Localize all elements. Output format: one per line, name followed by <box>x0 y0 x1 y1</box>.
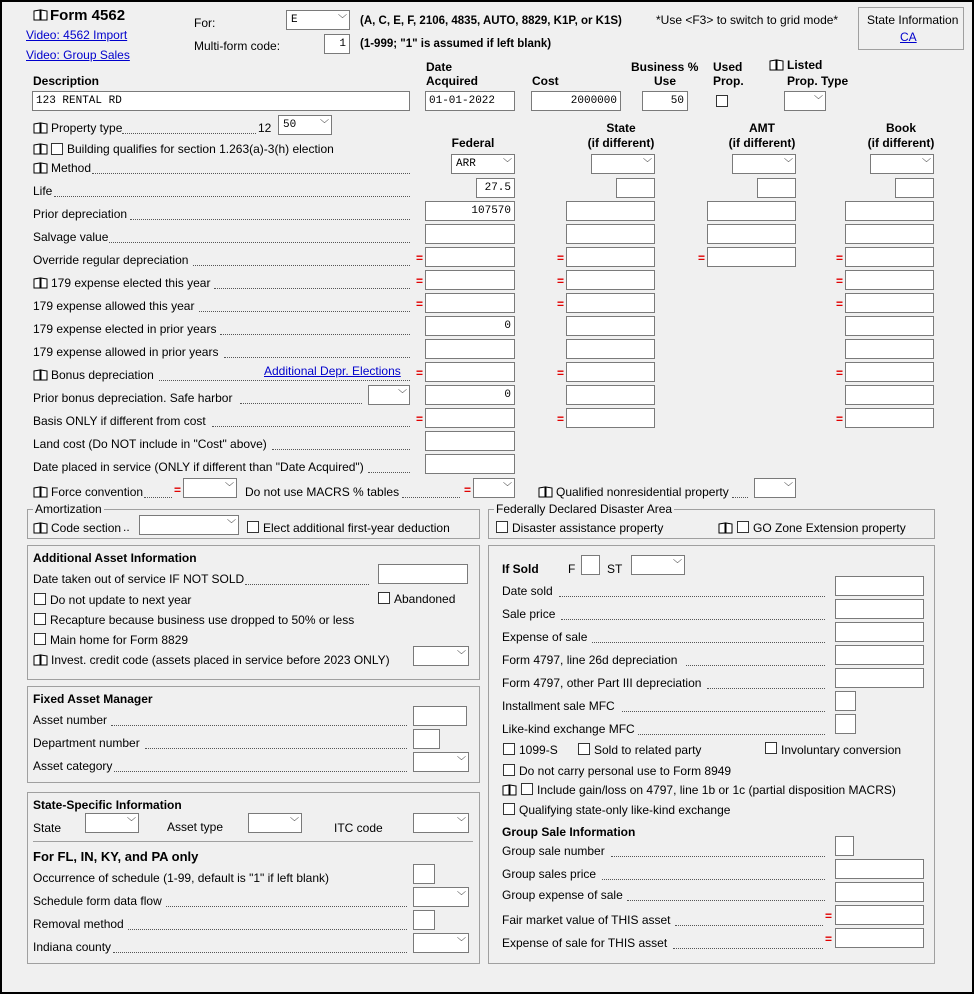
exp179-prior-allowed-label: 179 expense allowed in prior years <box>33 345 219 359</box>
chevron-down-icon: ﹀ <box>502 483 512 493</box>
grid-mode-hint: *Use <F3> to switch to grid mode* <box>656 13 839 27</box>
if-sold-group <box>488 545 935 964</box>
override-amt-input[interactable] <box>707 247 796 267</box>
federal-column-header: Federal <box>451 136 495 150</box>
prior-bonus-label: Prior bonus depreciation. Safe harbor <box>33 391 233 405</box>
state-dropdown[interactable] <box>85 813 139 833</box>
salvage-state-input[interactable] <box>566 224 655 244</box>
elect-additional-checkbox[interactable] <box>247 521 259 533</box>
leader-dots <box>193 265 410 266</box>
removal-method-label: Removal method <box>33 917 124 931</box>
chevron-down-icon: ﹀ <box>921 159 931 169</box>
leader-dots <box>673 948 823 949</box>
state-info-label: State Information <box>867 13 959 27</box>
elect-additional-label: Elect additional first-year deduction <box>263 521 450 535</box>
equals-marker: = <box>416 366 424 380</box>
business-pct-label-1: Business % <box>631 60 699 74</box>
equals-marker: = <box>557 366 565 380</box>
invest-credit-dropdown[interactable] <box>413 646 469 666</box>
override-state-input[interactable] <box>566 247 655 267</box>
asset-category-dropdown[interactable] <box>413 752 469 772</box>
chevron-down-icon: ﹀ <box>502 159 512 169</box>
chevron-down-icon: ﹀ <box>397 390 407 400</box>
method-value: ARR <box>456 158 476 170</box>
schedule-flow-label: Schedule form data flow <box>33 894 162 908</box>
date-acquired-input[interactable]: 01-01-2022 <box>425 91 515 111</box>
leader-dots <box>220 334 410 335</box>
department-number-label: Department number <box>33 736 140 750</box>
disaster-assistance-checkbox[interactable] <box>496 521 508 533</box>
description-label: Description <box>33 74 100 88</box>
equals-marker: = <box>416 274 424 288</box>
basis-only-label: Basis ONLY if different from cost <box>33 414 206 428</box>
involuntary-label: Involuntary conversion <box>781 743 902 757</box>
f-label: F <box>568 562 576 576</box>
book-icon[interactable] <box>33 486 48 498</box>
leader-dots <box>199 311 410 312</box>
for-label: For: <box>194 16 216 30</box>
exp179-allowed-state-input[interactable] <box>566 293 655 313</box>
expense-of-sale-input[interactable] <box>835 622 924 642</box>
listed-prop-label-1: Listed <box>787 58 823 72</box>
equals-marker: = <box>825 932 833 946</box>
do-not-update-label: Do not update to next year <box>50 593 192 607</box>
chevron-down-icon: ﹀ <box>456 892 466 902</box>
asset-number-label: Asset number <box>33 713 108 727</box>
c1099s-label: 1099-S <box>519 743 558 757</box>
method-label: Method <box>51 161 92 175</box>
main-home-label: Main home for Form 8829 <box>50 633 189 647</box>
leader-dots <box>144 497 172 498</box>
cost-input[interactable]: 2000000 <box>531 91 621 111</box>
chevron-down-icon: ﹀ <box>289 818 299 828</box>
state-specific-group <box>27 792 480 964</box>
form4797-26d-input[interactable] <box>835 645 924 665</box>
equals-marker: = <box>464 483 472 497</box>
method-federal-dropdown[interactable] <box>451 154 515 174</box>
group-price-label: Group sales price <box>502 867 597 881</box>
life-book-input[interactable] <box>895 178 934 198</box>
equals-marker: = <box>416 412 424 426</box>
building-election-label: Building qualifies for section 1.263(a)-3(h) election <box>67 142 334 156</box>
property-type-number: 12 <box>258 121 272 135</box>
leader-dots <box>166 906 407 907</box>
indiana-county-label: Indiana county <box>33 940 112 954</box>
code-section-label: Code section <box>51 521 122 535</box>
form4797-other-input[interactable] <box>835 668 924 688</box>
abandoned-checkbox[interactable] <box>378 592 390 604</box>
fmv-asset-label: Fair market value of THIS asset <box>502 913 671 927</box>
leader-dots <box>622 711 825 712</box>
occurrence-label: Occurrence of schedule (1-99, default is "1" if left blank) <box>33 871 329 885</box>
state-info-link[interactable]: CA <box>900 30 917 44</box>
exp179-elected-state-input[interactable] <box>566 270 655 290</box>
qualifying-state-checkbox[interactable] <box>503 803 515 815</box>
leader-dots <box>602 879 825 880</box>
indiana-county-dropdown[interactable] <box>413 933 469 953</box>
do-not-update-checkbox[interactable] <box>34 593 46 605</box>
additional-depr-elections-link[interactable]: Additional Depr. Elections <box>264 364 401 378</box>
expense-asset-label: Expense of sale for THIS asset <box>502 936 668 950</box>
installment-mfc-label: Installment sale MFC <box>502 699 615 713</box>
book-icon[interactable] <box>33 162 48 174</box>
date-placed-label: Date placed in service (ONLY if different than "Date Acquired") <box>33 460 364 474</box>
business-pct-label-2: Use <box>654 74 677 88</box>
basis-state-input[interactable] <box>566 408 655 428</box>
schedule-flow-dropdown[interactable] <box>413 887 469 907</box>
chevron-down-icon: ﹀ <box>813 96 823 106</box>
prior-depreciation-label: Prior depreciation <box>33 207 128 221</box>
life-label: Life <box>33 184 53 198</box>
state-label: State <box>33 821 62 835</box>
chevron-down-icon: ﹀ <box>126 818 136 828</box>
disaster-assistance-label: Disaster assistance property <box>512 521 664 535</box>
recapture-checkbox[interactable] <box>34 613 46 625</box>
amt-column-subheader: (if different) <box>728 136 796 150</box>
for-dropdown[interactable] <box>286 10 350 30</box>
expense-asset-input[interactable] <box>835 928 924 948</box>
bonus-federal-input[interactable] <box>425 362 515 382</box>
code-section-dropdown[interactable] <box>139 515 239 535</box>
book-column-subheader: (if different) <box>867 136 935 150</box>
prior-bonus-state-input[interactable] <box>566 385 655 405</box>
sale-price-input[interactable] <box>835 599 924 619</box>
disaster-legend: Federally Declared Disaster Area <box>496 502 673 516</box>
recapture-label: Recapture because business use dropped to 50% or less <box>50 613 355 627</box>
no-macrs-label: Do not use MACRS % tables <box>245 485 400 499</box>
for-value: E <box>291 14 298 26</box>
asset-type-dropdown[interactable] <box>248 813 302 833</box>
book-icon[interactable] <box>33 277 48 289</box>
sale-price-label: Sale price <box>502 607 556 621</box>
state-column-header: State <box>606 121 636 135</box>
include-gain-checkbox[interactable] <box>521 783 533 795</box>
exp179-allowed-federal-input[interactable] <box>425 293 515 313</box>
exp179-prior-allowed-state-input[interactable] <box>566 339 655 359</box>
leader-dots-text: .. <box>123 520 130 534</box>
qualified-nonres-label: Qualified nonresidential property <box>556 485 729 499</box>
leader-dots <box>145 748 407 749</box>
no-macrs-dropdown[interactable] <box>473 478 515 498</box>
chevron-down-icon: ﹀ <box>226 520 236 530</box>
c1099s-checkbox[interactable] <box>503 743 515 755</box>
leader-dots <box>272 449 410 450</box>
leader-dots <box>638 734 825 735</box>
leader-dots <box>109 242 410 243</box>
removal-method-input[interactable] <box>413 910 435 930</box>
used-prop-label-1: Used <box>713 60 743 74</box>
equals-marker: = <box>557 251 565 265</box>
state-specific-title: State-Specific Information <box>33 798 182 812</box>
exp179-prior-elected-label: 179 expense elected in prior years <box>33 322 217 336</box>
equals-marker: = <box>836 412 844 426</box>
force-convention-dropdown[interactable] <box>183 478 237 498</box>
override-book-input[interactable] <box>845 247 934 267</box>
leader-dots <box>561 619 825 620</box>
chevron-down-icon: ﹀ <box>783 483 793 493</box>
exp179-elected-book-input[interactable] <box>845 270 934 290</box>
salvage-book-input[interactable] <box>845 224 934 244</box>
qualifying-state-label: Qualifying state-only like-kind exchange <box>519 803 731 817</box>
if-sold-title: If Sold <box>502 562 539 576</box>
st-label: ST <box>607 562 623 576</box>
exp179-allowed-label: 179 expense allowed this year <box>33 299 195 313</box>
no-personal-use-checkbox[interactable] <box>503 764 515 776</box>
group-price-input[interactable] <box>835 859 924 879</box>
basis-book-input[interactable] <box>845 408 934 428</box>
life-amt-input[interactable] <box>757 178 796 198</box>
sold-related-label: Sold to related party <box>594 743 702 757</box>
book-column-header: Book <box>886 121 916 135</box>
property-type-value: 50 <box>283 119 297 131</box>
for-options-hint: (A, C, E, F, 2106, 4835, AUTO, 8829, K1P, or K1S) <box>360 15 622 27</box>
f-input[interactable] <box>581 555 600 575</box>
go-zone-checkbox[interactable] <box>737 521 749 533</box>
land-cost-input[interactable] <box>425 431 515 451</box>
video-import-link[interactable]: Video: 4562 Import <box>26 28 128 42</box>
cost-label: Cost <box>532 74 559 88</box>
involuntary-checkbox[interactable] <box>765 742 777 754</box>
abandoned-label: Abandoned <box>394 592 456 606</box>
life-state-input[interactable] <box>616 178 655 198</box>
leader-dots <box>130 219 410 220</box>
used-prop-checkbox[interactable] <box>716 95 728 107</box>
leader-dots <box>128 929 407 930</box>
group-sale-title: Group Sale Information <box>502 825 636 839</box>
disaster-area-group <box>488 502 935 539</box>
prior-depreciation-book-input[interactable] <box>845 201 934 221</box>
invest-credit-label: Invest. credit code (assets placed in service before 2023 ONLY) <box>51 653 390 667</box>
no-personal-use-label: Do not carry personal use to Form 8949 <box>519 764 732 778</box>
chevron-down-icon: ﹀ <box>456 818 466 828</box>
force-convention-label: Force convention <box>51 485 144 499</box>
fixed-asset-manager-group <box>27 686 480 783</box>
override-regular-label: Override regular depreciation <box>33 253 189 267</box>
exp179-prior-elected-state-input[interactable] <box>566 316 655 336</box>
exp179-elected-label: 179 expense elected this year <box>51 276 211 290</box>
prior-depreciation-amt-input[interactable] <box>707 201 796 221</box>
leader-dots <box>212 426 410 427</box>
like-kind-mfc-label: Like-kind exchange MFC <box>502 722 635 736</box>
qualified-nonres-dropdown[interactable] <box>754 478 796 498</box>
bonus-state-input[interactable] <box>566 362 655 382</box>
installment-mfc-input[interactable] <box>835 691 856 711</box>
business-pct-input[interactable]: 50 <box>642 91 688 111</box>
leader-dots <box>159 380 410 381</box>
date-sold-input[interactable] <box>835 576 924 596</box>
leader-dots <box>240 403 362 404</box>
date-acquired-label-2: Acquired <box>426 74 479 88</box>
book-icon[interactable] <box>33 122 48 134</box>
expense-of-sale-label: Expense of sale <box>502 630 588 644</box>
equals-marker: = <box>557 297 565 311</box>
description-input[interactable]: 123 RENTAL RD <box>32 91 410 111</box>
equals-marker: = <box>174 483 182 497</box>
chevron-down-icon: ﹀ <box>456 757 466 767</box>
safe-harbor-dropdown[interactable] <box>368 385 410 405</box>
amortization-legend: Amortization <box>35 502 102 516</box>
leader-dots <box>675 925 823 926</box>
exp179-prior-elected-book-input[interactable] <box>845 316 934 336</box>
itc-code-label: ITC code <box>334 821 383 835</box>
leader-dots <box>111 725 407 726</box>
book-icon[interactable] <box>538 486 553 498</box>
form-title: Form 4562 <box>50 7 126 24</box>
chevron-down-icon: ﹀ <box>456 938 466 948</box>
multiform-label: Multi-form code: <box>194 39 281 53</box>
date-out-of-service-label: Date taken out of service IF NOT SOLD <box>33 572 245 586</box>
leader-dots <box>113 952 407 953</box>
multiform-input[interactable]: 1 <box>324 34 350 54</box>
multiform-hint: (1-999; "1" is assumed if left blank) <box>360 38 552 50</box>
equals-marker: = <box>416 297 424 311</box>
leader-dots <box>707 688 825 689</box>
equals-marker: = <box>825 909 833 923</box>
exp179-prior-allowed-federal-input[interactable] <box>425 339 515 359</box>
date-placed-input[interactable] <box>425 454 515 474</box>
fl-in-ky-pa-title: For FL, IN, KY, and PA only <box>33 849 199 864</box>
leader-dots <box>214 288 410 289</box>
sold-related-checkbox[interactable] <box>578 743 590 755</box>
exp179-prior-allowed-book-input[interactable] <box>845 339 934 359</box>
exp179-allowed-book-input[interactable] <box>845 293 934 313</box>
state-information-box <box>858 7 964 50</box>
listed-prop-type-dropdown[interactable] <box>784 91 826 111</box>
leader-dots <box>122 133 256 134</box>
additional-info-title: Additional Asset Information <box>33 551 197 565</box>
equals-marker: = <box>836 274 844 288</box>
group-number-label: Group sale number <box>502 844 605 858</box>
leader-dots <box>224 357 410 358</box>
land-cost-label: Land cost (Do NOT include in "Cost" above) <box>33 437 267 451</box>
book-icon[interactable] <box>718 522 733 534</box>
leader-dots <box>245 584 369 585</box>
basis-federal-input[interactable] <box>425 408 515 428</box>
equals-marker: = <box>836 297 844 311</box>
equals-marker: = <box>698 251 706 265</box>
like-kind-mfc-input[interactable] <box>835 714 856 734</box>
property-type-label: Property type <box>51 121 123 135</box>
include-gain-label: Include gain/loss on 4797, line 1b or 1c (partial disposition MACRS) <box>537 783 896 797</box>
override-federal-input[interactable] <box>425 247 515 267</box>
chevron-down-icon: ﹀ <box>337 15 347 25</box>
salvage-amt-input[interactable] <box>707 224 796 244</box>
equals-marker: = <box>557 412 565 426</box>
method-book-dropdown[interactable] <box>870 154 934 174</box>
go-zone-label: GO Zone Extension property <box>753 521 906 535</box>
bonus-book-input[interactable] <box>845 362 934 382</box>
book-icon[interactable] <box>33 9 48 21</box>
life-federal-input[interactable]: 27.5 <box>476 178 515 198</box>
method-state-dropdown[interactable] <box>591 154 655 174</box>
listed-prop-label-2: Prop. Type <box>787 74 849 88</box>
asset-number-input[interactable] <box>413 706 467 726</box>
st-dropdown[interactable] <box>631 555 685 575</box>
book-icon[interactable] <box>502 784 517 796</box>
leader-dots <box>559 596 825 597</box>
exp179-prior-elected-federal-input[interactable]: 0 <box>425 316 515 336</box>
additional-asset-info-group <box>27 545 480 680</box>
leader-dots <box>627 900 825 901</box>
leader-dots <box>402 497 460 498</box>
video-group-sales-link[interactable]: Video: Group Sales <box>26 48 130 62</box>
group-number-input[interactable] <box>835 836 854 856</box>
leader-dots <box>54 196 410 197</box>
bonus-depreciation-label: Bonus depreciation <box>51 368 154 382</box>
main-home-checkbox[interactable] <box>34 633 46 645</box>
book-icon[interactable] <box>33 522 48 534</box>
chevron-down-icon: ﹀ <box>783 159 793 169</box>
department-number-input[interactable] <box>413 729 440 749</box>
group-expense-input[interactable] <box>835 882 924 902</box>
state-column-subheader: (if different) <box>587 136 655 150</box>
fixed-asset-title: Fixed Asset Manager <box>33 692 153 706</box>
chevron-down-icon: ﹀ <box>672 560 682 570</box>
salvage-federal-input[interactable] <box>425 224 515 244</box>
leader-dots <box>368 472 410 473</box>
leader-dots <box>592 642 825 643</box>
equals-marker: = <box>416 251 424 265</box>
leader-dots <box>92 173 410 174</box>
amortization-group <box>27 502 480 539</box>
date-acquired-label-1: Date <box>426 60 453 74</box>
equals-marker: = <box>836 366 844 380</box>
leader-dots <box>114 771 407 772</box>
prior-depreciation-state-input[interactable] <box>566 201 655 221</box>
divider <box>33 841 473 842</box>
form4797-other-label: Form 4797, other Part III depreciation <box>502 676 702 690</box>
book-icon[interactable] <box>33 654 48 666</box>
fmv-asset-input[interactable] <box>835 905 924 925</box>
form4797-26d-label: Form 4797, line 26d depreciation <box>502 653 678 667</box>
itc-code-dropdown[interactable] <box>413 813 469 833</box>
book-icon[interactable] <box>33 143 48 155</box>
salvage-value-label: Salvage value <box>33 230 109 244</box>
building-election-checkbox[interactable] <box>51 143 63 155</box>
equals-marker: = <box>836 251 844 265</box>
date-sold-label: Date sold <box>502 584 553 598</box>
leader-dots <box>732 497 748 498</box>
prior-bonus-book-input[interactable] <box>845 385 934 405</box>
asset-type-label: Asset type <box>167 820 224 834</box>
book-icon[interactable] <box>769 59 784 71</box>
leader-dots <box>611 856 825 857</box>
leader-dots <box>686 665 825 666</box>
used-prop-label-2: Prop. <box>713 74 744 88</box>
occurrence-input[interactable] <box>413 864 435 884</box>
exp179-elected-federal-input[interactable] <box>425 270 515 290</box>
method-amt-dropdown[interactable] <box>732 154 796 174</box>
amt-column-header: AMT <box>749 121 775 135</box>
equals-marker: = <box>557 274 565 288</box>
chevron-down-icon: ﹀ <box>319 120 329 130</box>
group-expense-label: Group expense of sale <box>502 888 623 902</box>
property-type-dropdown[interactable] <box>278 115 332 135</box>
chevron-down-icon: ﹀ <box>456 651 466 661</box>
asset-category-label: Asset category <box>33 759 113 773</box>
chevron-down-icon: ﹀ <box>224 483 234 493</box>
book-icon[interactable] <box>33 369 48 381</box>
date-out-of-service-input[interactable] <box>378 564 468 584</box>
chevron-down-icon: ﹀ <box>642 159 652 169</box>
prior-depreciation-federal-input[interactable]: 107570 <box>425 201 515 221</box>
prior-bonus-federal-input[interactable]: 0 <box>425 385 515 405</box>
